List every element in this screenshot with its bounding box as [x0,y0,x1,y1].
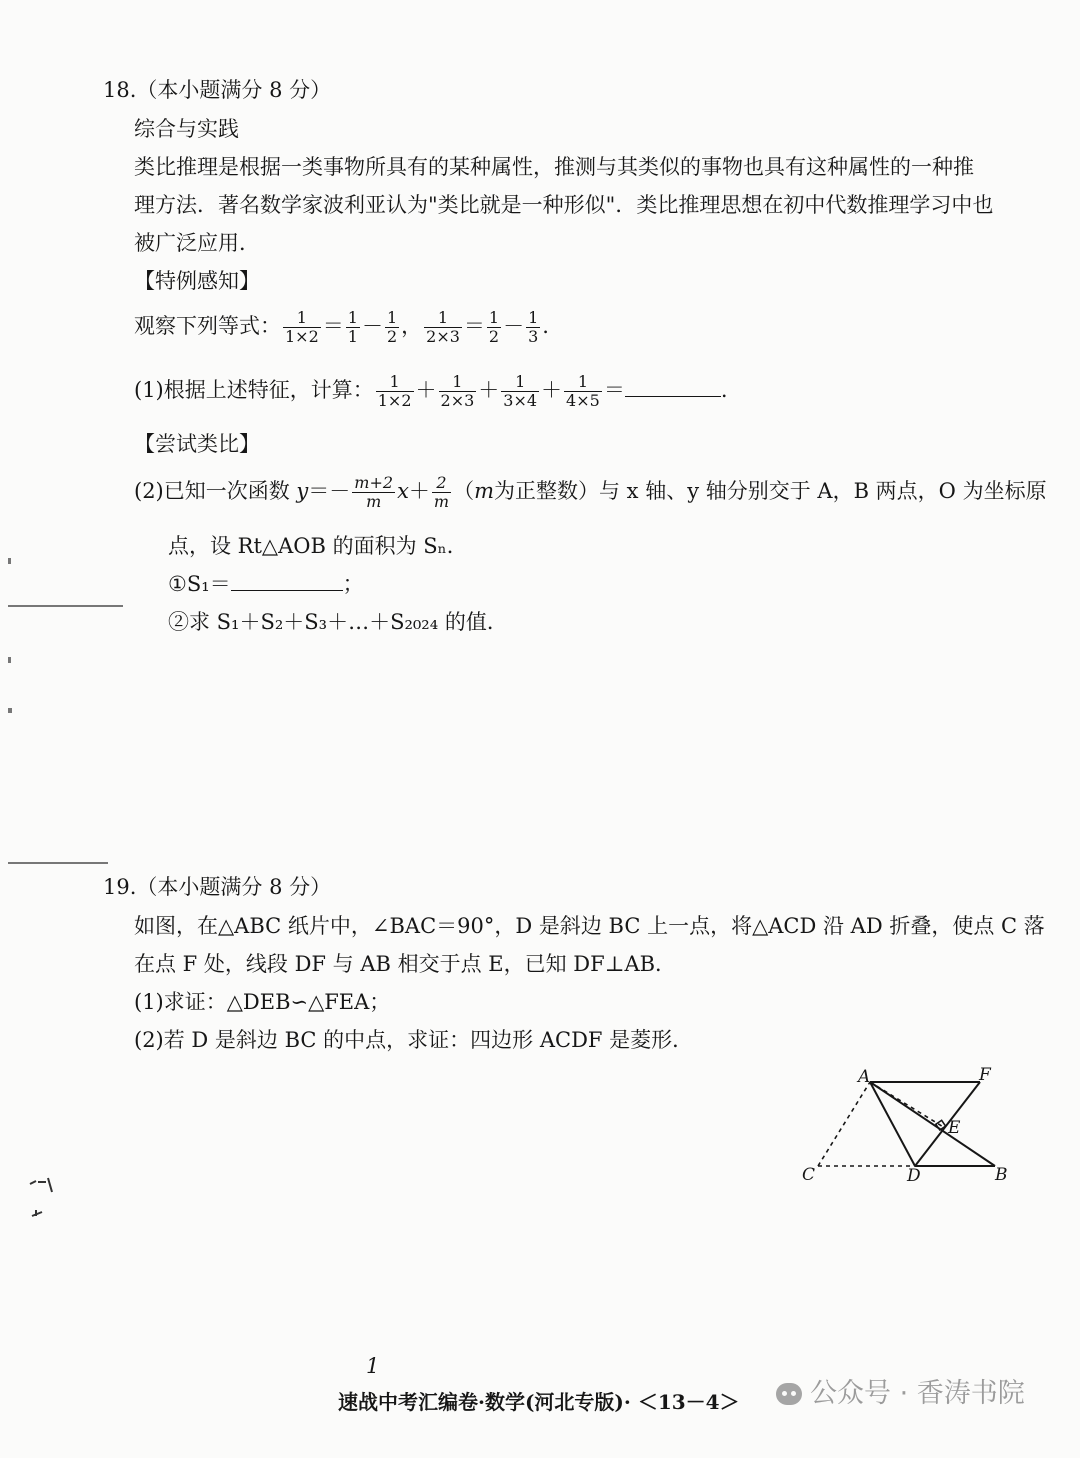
observe-prefix: 观察下列等式： [134,314,281,338]
scan-scribble [24,1170,64,1225]
scan-mark [8,862,108,864]
q19-line2: 在点 F 处，线段 DF 与 AB 相交于点 E，已知 DF⊥AB． [134,952,677,976]
watermark-text: 公众号 · 香涛书院 [810,1378,1025,1409]
q18-section-title: 综合与实践 [134,117,239,141]
sub1-label: ①S₁＝ [168,572,231,596]
q19-part2: (2)若 D 是斜边 BC 的中点，求证：四边形 ACDF 是菱形． [134,1028,694,1052]
segment-ad [870,1082,915,1166]
label-a: A [858,1067,871,1087]
fraction: $\frac{1}{2\times 3}$ [426,308,460,346]
q19-line1: 如图，在△ABC 纸片中，∠BAC＝90°，D 是斜边 BC 上一点，将△ACD 沿 AD 折叠，使点 C 落 [134,914,1045,938]
part2-text: 为正整数）与 x 轴、y 轴分别交于 A，B 两点，O 为坐标原 [494,479,1047,503]
watermark [776,1371,1025,1410]
fraction: $\frac{1}{1\times 2}$ [377,372,412,410]
scan-mark [8,708,12,713]
fraction: $\frac{1}{2\times 3}$ [440,372,475,410]
fraction: $\frac{1}{2}$ [488,308,500,346]
q18-part1: (1)根据上述特征，计算： $\frac{1}{1\times 2}$ ＋ $\frac{1}{2\times 3}$ ＋ $\frac{1}{3\times 4}$ ＋ $\frac{1}{4\times 5}$ ＝ . [134,372,728,410]
q18-intro-line3: 被广泛应用． [134,231,260,255]
q18-heading-special: 【特例感知】 [134,269,260,293]
var-x: x [397,479,409,503]
q18-intro-line1: 类比推理是根据一类事物所具有的某种属性，推测与其类似的事物也具有这种属性的一种推 [134,155,974,179]
answer-blank[interactable] [625,392,721,397]
part2-prefix: (2)已知一次函数 [134,479,297,503]
fraction: $\frac{1}{1\times 2}$ [285,308,319,346]
wechat-icon [776,1383,802,1405]
q19-part1: (1)求证：△DEB∽△FEA； [134,990,391,1014]
fraction: $\frac{1}{2}$ [386,308,398,346]
label-c: C [802,1165,816,1185]
fraction: $\frac{m+2}{m}$ [354,473,394,511]
fraction: $\frac{1}{3\times 4}$ [503,372,538,410]
q18-intro-line2: 理方法．著名数学家波利亚认为"类比就是一种形似"．类比推理思想在初中代数推理学习中也 [134,193,994,217]
label-e: E [948,1118,961,1138]
part1-prefix: (1)根据上述特征，计算： [134,378,374,402]
q18-header: 18.（本小题满分 8 分） [103,78,332,102]
fraction: $\frac{1}{1}$ [347,308,358,346]
var-y: y [296,479,309,503]
q18-sub1: ①S₁＝ ； [168,572,364,596]
scan-mark [8,558,11,564]
q18-heading-analogy: 【尝试类比】 [134,432,260,456]
fraction: $\frac{1}{4\times 5}$ [566,372,600,410]
q18-sub2: ②求 S₁＋S₂＋S₃＋…＋S₂₀₂₄ 的值． [168,610,508,634]
answer-blank[interactable] [231,586,343,591]
geometry-figure [790,1060,1020,1190]
fraction: $\frac{1}{3}$ [528,308,539,346]
var-m: m [474,479,494,503]
segment-ab [870,1082,995,1166]
scan-mark [8,605,123,607]
q18-observe-equations: 观察下列等式： $\frac{1}{1\times 2}$ ＝ $\frac{1}{1}$ － $\frac{1}{2}$ ， $\frac{1}{2\times 3}$ ＝ $\frac{1}{2}$ － $\frac{1}{3}$ . [134,308,549,346]
q18-part2-line2: 点，设 Rt△AOB 的面积为 Sₙ． [168,534,468,558]
label-d: D [907,1166,921,1186]
q18-part2: (2)已知一次函数 y＝－ $\frac{m+2}{m}$ x＋ $\frac{2}{m}$ （m为正整数）与 x 轴、y 轴分别交于 A，B 两点，O 为坐标原 [134,473,1047,511]
footer: 速战中考汇编卷·数学(河北专版)· ＜13－4＞ [338,1390,740,1414]
label-b: B [995,1165,1008,1185]
label-f: F [979,1065,991,1085]
scan-mark [8,657,11,663]
fraction: $\frac{2}{m}$ [433,473,450,511]
segment-ac-dashed [818,1082,870,1166]
q19-header: 19.（本小题满分 8 分） [103,875,332,899]
page-mark: 1 [366,1354,380,1378]
